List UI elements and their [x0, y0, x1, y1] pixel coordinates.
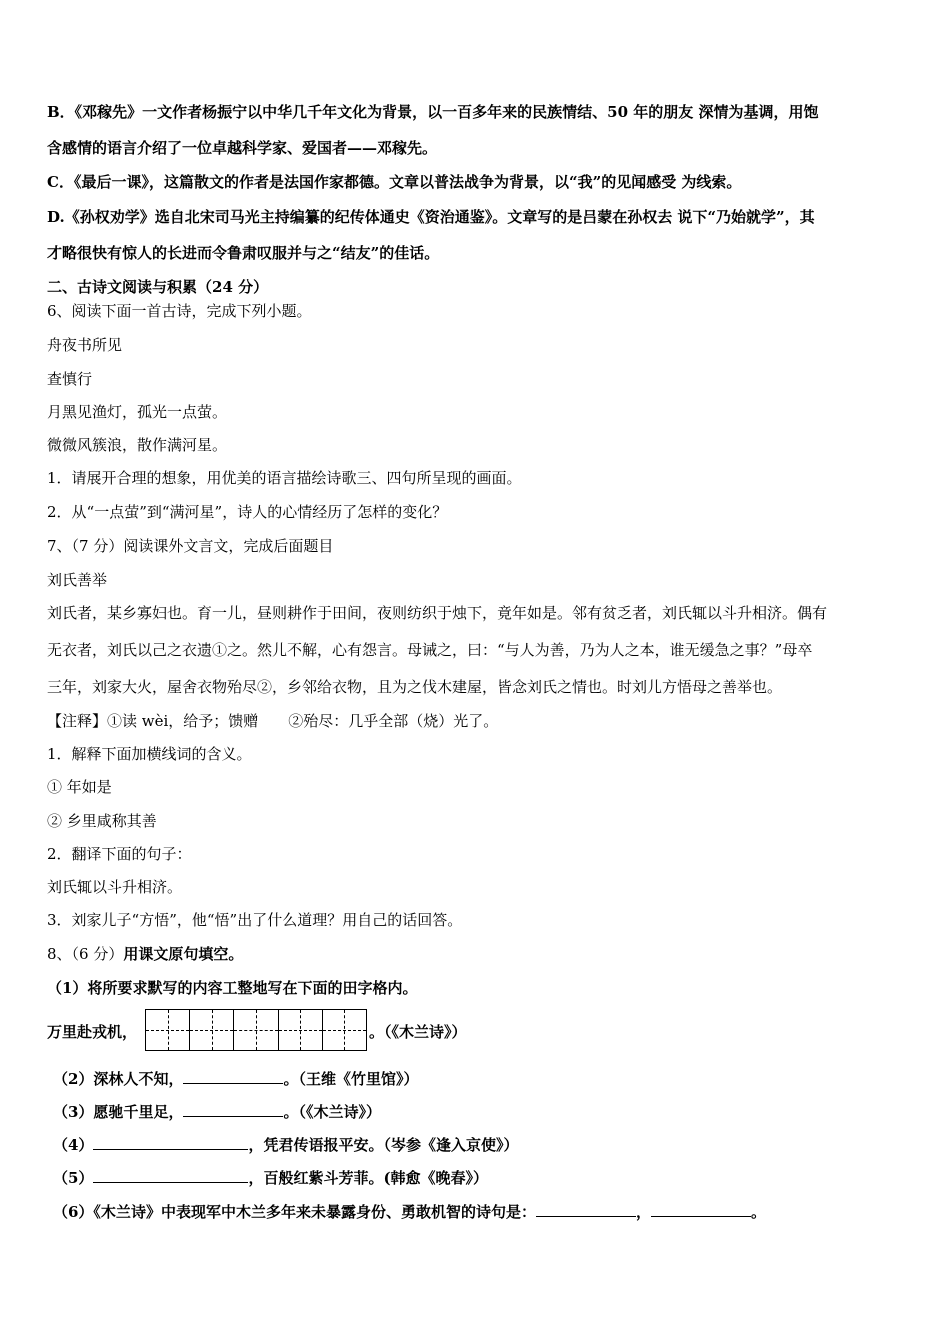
q7-1-a: ① 年如是: [47, 778, 112, 796]
option-d-line1: D.《孙权劝学》选自北宋司马光主持编纂的纪传体通史《资治通鉴》。文章写的是吕蒙在孙权去 说下“乃始就学”，其: [47, 208, 815, 226]
q6-2: 2．从“一点萤”到“满河星”，诗人的心情经历了怎样的变化？: [47, 503, 448, 521]
q8-intro: [47, 944, 243, 964]
option-b-line2: 含感情的语言介绍了一位卓越科学家、爱国者——邓稼先。: [47, 139, 438, 157]
grid-cell[interactable]: [234, 1010, 278, 1050]
q8-4-prefix: （4）: [53, 1136, 94, 1154]
answer-blank[interactable]: [183, 1069, 283, 1084]
q8-6: [53, 1202, 766, 1222]
q8-6-separator: ，: [635, 1203, 651, 1221]
grid-cell[interactable]: [146, 1010, 190, 1050]
poem-line2: 微微风簇浪，散作满河星。: [47, 436, 228, 454]
poem-author: 查慎行: [47, 370, 93, 388]
q8-4: [53, 1135, 518, 1155]
grid-cell[interactable]: [190, 1010, 234, 1050]
q7-2: 2．翻译下面的句子：: [47, 845, 192, 863]
q8-intro-text: 用课文原句填空。: [123, 945, 244, 963]
q8-3: [53, 1102, 381, 1122]
grid-cell[interactable]: [279, 1010, 323, 1050]
q8-5-suffix: ，百般红紫斗芳菲。(韩愈《晚春》）: [248, 1169, 489, 1187]
q8-6-prefix: （6）《木兰诗》中表现军中木兰多年来未暴露身份、勇敢机智的诗句是：: [53, 1203, 536, 1221]
q8-6-suffix: 。: [750, 1203, 766, 1221]
q8-5: [53, 1168, 488, 1188]
q7-1-b: ② 乡里咸称其善: [47, 812, 157, 830]
q7-1: 1．解释下面加横线词的含义。: [47, 745, 252, 763]
section-heading: 二、古诗文阅读与积累（24 分）: [47, 278, 269, 296]
q8-5-prefix: （5）: [53, 1169, 94, 1187]
tianzige-grid[interactable]: [145, 1009, 367, 1051]
q8-2-suffix: 。（王维《竹里馆》）: [283, 1070, 419, 1088]
answer-blank[interactable]: [183, 1102, 283, 1117]
q8-1: （1）将所要求默写的内容工整地写在下面的田字格内。: [47, 979, 418, 997]
annotation-note: 【注释】①读 wèi，给予；馈赠 ②殆尽：几乎全部（烧）光了。: [47, 712, 499, 730]
passage-line3: 三年，刘家大火，屋舍衣物殆尽②，乡邻给衣物，且为之伐木建屋，皆念刘氏之情也。时刘儿方悟母之善举也。: [47, 678, 783, 696]
q7-intro: 7、（7 分）阅读课外文言文，完成后面题目: [47, 537, 334, 555]
poem-title: 舟夜书所见: [47, 336, 123, 354]
grid-cell[interactable]: [323, 1010, 366, 1050]
answer-blank[interactable]: [651, 1202, 751, 1217]
q8-3-suffix: 。（《木兰诗》）: [283, 1103, 381, 1121]
answer-blank[interactable]: [93, 1168, 248, 1183]
q8-2: [53, 1069, 418, 1089]
passage-title: 刘氏善举: [47, 571, 108, 589]
q6-1: 1．请展开合理的想象，用优美的语言描绘诗歌三、四句所呈现的画面。: [47, 469, 522, 487]
answer-blank[interactable]: [536, 1202, 636, 1217]
option-b-line1: B．《邓稼先》一文作者杨振宁以中华几千年文化为背景，以一百多年来的民族情结、50 年的朋友 深情为基调，用饱: [47, 103, 819, 121]
q6-intro: 6、阅读下面一首古诗，完成下列小题。: [47, 302, 312, 320]
poem-line1: 月黑见渔灯，孤光一点萤。: [47, 403, 228, 421]
q8-grid-prefix: 万里赴戎机，: [47, 1023, 138, 1041]
q8-4-suffix: ，凭君传语报平安。（岑参《逢入京使》）: [248, 1136, 519, 1154]
passage-line2: 无衣者，刘氏以己之衣遗①之。然儿不解，心有怨言。母诫之，曰：“与人为善，乃为人之本，谁无缓急之事？”母卒: [47, 641, 813, 659]
answer-blank[interactable]: [93, 1135, 248, 1150]
q7-3: 3．刘家儿子“方悟”，他“悟”出了什么道理？用自己的话回答。: [47, 911, 463, 929]
q8-intro-number: 8、（6 分）: [47, 945, 124, 963]
option-c-line1: C．《最后一课》，这篇散文的作者是法国作家都德。文章以普法战争为背景，以“我”的见闻感受 为线索。: [47, 173, 742, 191]
q7-2-sentence: 刘氏辄以斗升相济。: [47, 878, 183, 896]
q8-grid-suffix: 。（《木兰诗》）: [369, 1023, 467, 1041]
passage-line1: 刘氏者，某乡寡妇也。育一儿，昼则耕作于田间，夜则纺织于烛下，竟年如是。邻有贫乏者，刘氏辄以斗升相济。偶有: [47, 604, 828, 622]
option-d-line2: 才略很快有惊人的长进而令鲁肃叹服并与之“结友”的佳话。: [47, 244, 440, 262]
q8-3-prefix: （3）愿驰千里足，: [53, 1103, 184, 1121]
q8-2-prefix: （2）深林人不知，: [53, 1070, 184, 1088]
